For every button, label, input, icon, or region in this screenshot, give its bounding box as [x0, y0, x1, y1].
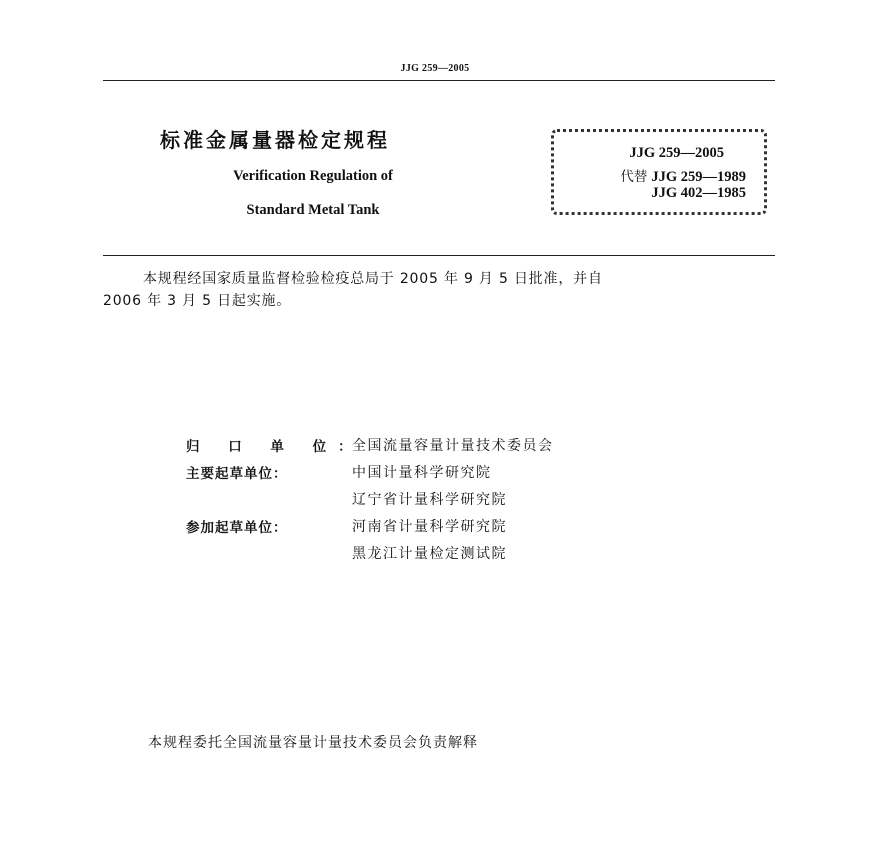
interpretation-note: 本规程委托全国流量容量计量技术委员会负责解释 — [148, 735, 478, 751]
org-row-participating-2 — [186, 543, 706, 570]
current-standard-code: JJG 259—2005 — [629, 145, 724, 161]
replaces-prefix: 代替 — [620, 169, 648, 185]
page-header-code: JJG 259—2005 — [400, 63, 470, 74]
approval-text-line1: 本规程经国家质量监督检验检疫总局于 2005 年 9 月 5 日批准，并自 — [143, 271, 603, 287]
main-drafting-label: 主要起草单位： — [186, 466, 288, 482]
org-row-responsible — [186, 435, 706, 462]
document-title-en-line1: Verification Regulation of — [233, 168, 393, 184]
top-rule — [103, 80, 775, 81]
org-row-main-drafting-1 — [186, 462, 706, 489]
replaced-standard-code-2: JJG 402—1985 — [651, 185, 746, 201]
middle-rule — [103, 255, 775, 256]
replaced-standard-code-1 — [620, 165, 746, 186]
document-title-en-line2: Standard Metal Tank — [246, 202, 380, 218]
replaced-code-1-text: JJG 259—1989 — [651, 169, 746, 185]
participating-drafting-label: 参加起草单位： — [186, 520, 288, 536]
organizations-table — [186, 435, 706, 570]
org-row-participating-1 — [186, 516, 706, 543]
participating-drafting-value-1: 河南省计量科学研究院 — [352, 519, 507, 535]
responsible-unit-label: 归 口 单 位： — [186, 439, 364, 455]
document-title-cn: 标准金属量器检定规程 — [160, 128, 390, 152]
responsible-unit-value: 全国流量容量计量技术委员会 — [352, 438, 554, 454]
standard-code-box — [551, 129, 767, 215]
main-drafting-value-1: 中国计量科学研究院 — [352, 465, 492, 481]
org-row-main-drafting-2 — [186, 489, 706, 516]
participating-drafting-value-2: 黑龙江计量检定测试院 — [352, 546, 507, 562]
approval-text-line2: 2006 年 3 月 5 日起实施。 — [103, 293, 292, 309]
main-drafting-value-2: 辽宁省计量科学研究院 — [352, 492, 507, 508]
